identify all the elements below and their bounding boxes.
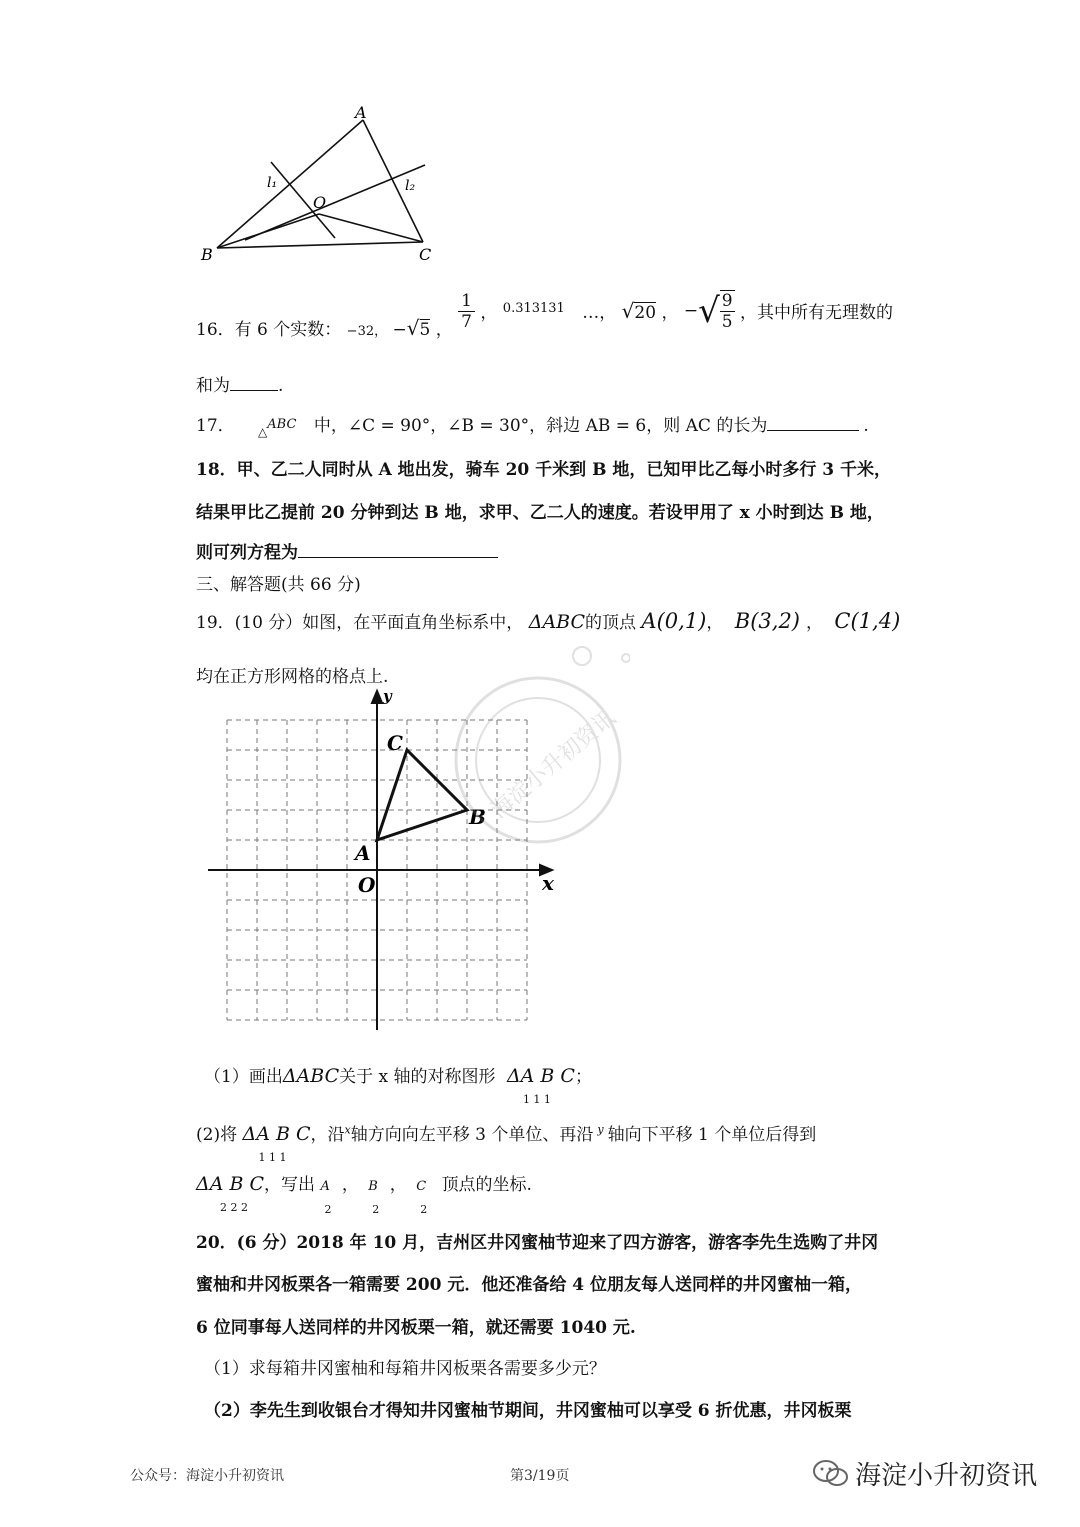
q16-n4-tail: …， [582,302,617,323]
q16-comma2: ， [480,302,498,323]
side-bc [217,242,423,248]
q20-sub2: （2）李先生到收银台才得知井冈蜜柚节期间，井冈蜜柚可以享受 6 折优惠，井冈板栗 [204,1401,852,1421]
watermark-seal [450,640,630,860]
y-axis-arrow [372,691,382,703]
q16-frac-1-7: $\frac{1}{7}$ [458,291,475,332]
section-3-title: 三、解答题(共 66 分) [196,575,361,595]
q16-suffix: ，其中所有无理数的 [740,302,893,323]
q19-sub2-line1: (2)将 ΔA B C 1 1 1 ，沿$^x$轴方向向左平移 3 个单位、再沿 $^y$ 轴向下平移 1 个单位后得到 [196,1123,817,1164]
q18-answer-blank[interactable] [298,557,498,558]
question-17: 17． $_\triangle$ABC 中，∠C = 90°，∠B = 30°，斜边 AB = 6，则 AC 的长为 . [196,416,869,439]
q20-line2: 蜜柚和井冈板栗各一箱需要 200 元．他还准备给 4 位朋友每人送同样的井冈蜜柚一箱， [196,1275,862,1295]
axis-label-x: x [542,871,554,895]
point-label-b: B [469,805,486,829]
q16-n4: 0.313131 [502,300,565,316]
q16-comma1: ， [435,319,453,340]
point-label-c: C [387,731,403,755]
q16-n1: −32， [346,323,388,339]
q17-answer-blank[interactable] [767,430,859,431]
q20-line3: 6 位同事每人送同样的井冈板栗一箱，就还需要 1040 元. [196,1318,636,1338]
label-a: A [355,103,367,122]
watermark-text: 海淀小升初资讯 [486,705,621,824]
q19-sub2-line2: ΔA B C 2 2 2 ，写出 A 2 ， B 2 ， C 2 顶点的坐标. [196,1173,532,1216]
question-16 [196,290,893,350]
footer-brand [812,1455,1037,1492]
q20-line1: 20．(6 分）2018 年 10 月，吉州区井冈蜜柚节迎来了四方游客，游客李先生选购了井冈 [196,1233,879,1253]
label-l1: l₁ [267,175,278,191]
q16-sqrt5: −√5 [392,315,431,340]
q16-sqrt-frac: −√ $\frac{9}{5}$ [683,291,733,332]
q20-sub1: （1）求每箱井冈蜜柚和每箱井冈板栗各需要多少元？ [204,1359,606,1379]
point-label-a: A [355,841,371,865]
q16-answer-blank[interactable] [230,390,278,391]
q16-line2: 和为 . [196,376,284,396]
q18-line2: 结果甲比乙提前 20 分钟到达 B 地，求甲、乙二人的速度。若设甲用了 x 小时到达 B 地， [196,503,884,523]
label-b: B [201,245,213,264]
origin-label: O [358,873,376,897]
q16-comma3: ， [661,302,679,323]
triangle-figure [195,100,445,270]
footer-account: 公众号：海淀小升初资讯 [130,1468,284,1484]
q18-line3: 则可列方程为 [196,538,498,563]
label-l2: l₂ [405,178,416,194]
q18-line1: 18．甲、乙二人同时从 A 地出发，骑车 20 千米到 B 地，已知甲比乙每小时多行 3 千米， [196,460,892,480]
label-o: O [313,193,327,212]
q19-line2: 均在正方形网格的格点上. [196,667,389,687]
q19-line1: 19．(10 分）如图，在平面直角坐标系中， ΔABC的顶点 A(0,1)， B(3,2) ， C(1,4) [196,609,901,633]
footer-brand-text: 海淀小升初资讯 [855,1461,1038,1491]
axis-label-y: y [383,687,392,705]
label-c: C [419,245,432,264]
q19-sub1: （1）画出ΔABC关于 x 轴的对称图形 ΔA B C 1 1 1 ； [204,1065,592,1106]
q16-prefix: 16．有 6 个实数： [196,319,342,340]
footer-page-number: 第3/19页 [510,1468,570,1484]
q16-sqrt20: √20 [621,298,657,323]
wechat-icon [812,1459,850,1489]
